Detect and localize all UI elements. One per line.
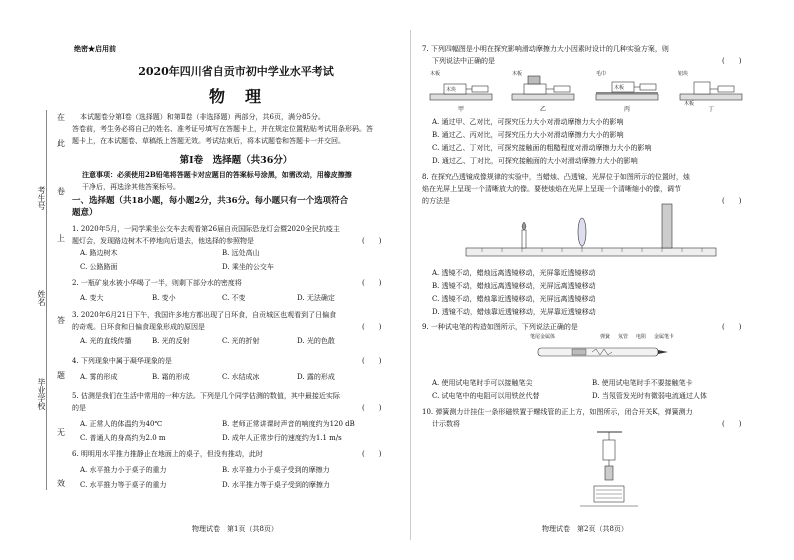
option-c: C. 不变 <box>222 294 246 302</box>
figure-label: 毛巾 <box>596 71 607 77</box>
option-d: D. 水平推力等于桌子受到的摩擦力 <box>222 481 330 489</box>
intro-line: 答卷前，考生务必将自己的姓名、准考证号填写在答题卡上，并在规定位置粘贴考试用条形码。答 <box>72 125 373 133</box>
answer-blank: ( ) <box>362 357 382 365</box>
option-b: B. 透镜不动，蜡烛远离透镜移动，光屏远离透镜移动 <box>432 282 596 290</box>
school-label: 毕业学校 <box>37 378 46 410</box>
figure-caption: 乙 <box>540 106 547 113</box>
warning-char: 效 <box>57 479 65 488</box>
page-footer: 物理试卷 第2页（共8页） <box>542 525 628 533</box>
subject-title: 物 理 <box>208 87 263 106</box>
question-2-stem: 2. 一瓶矿泉水被小华喝了一半，则剩下部分水的密度将 <box>72 279 242 287</box>
part-title: 题意） <box>72 208 98 218</box>
warning-char: 题 <box>57 371 65 380</box>
notes-line: 注意事项：必须使用2B铅笔将答题卡对应题目的答案标号涂黑，如需改动，用橡皮擦擦 <box>82 170 352 179</box>
figure-caption: 丙 <box>624 106 631 113</box>
part-title: 一、选择题（共18小题，每小题2分，共36分。每小题只有一个选项符合 <box>72 196 349 206</box>
option-b: B. 变小 <box>152 294 176 302</box>
spring-scale-figure <box>572 430 662 510</box>
warning-char: 上 <box>57 234 65 243</box>
exam-title: 2020年四川省自贡市初中学业水平考试 <box>138 65 334 78</box>
option-d: D. 当氖管发光时有微弱电流通过人体 <box>592 392 707 400</box>
binding-line <box>46 110 47 490</box>
option-d: D. 乘坐的公交车 <box>222 263 274 271</box>
answer-blank: ( ) <box>722 420 742 428</box>
figure-label: 笔尾金属体 <box>530 334 556 340</box>
option-b: B. 使用试电笔时手不要接触笔卡 <box>592 379 693 387</box>
page-divider <box>410 30 411 540</box>
answer-blank: ( ) <box>722 57 742 65</box>
exam-page-1 <box>72 0 400 560</box>
figure-label: 弹簧 <box>600 334 611 340</box>
answer-blank: ( ) <box>362 323 382 331</box>
option-d: D. 通过乙、丁对比，可探究接触面的大小对滑动摩擦力大小的影响 <box>432 157 638 165</box>
figure-label: 木板 <box>512 71 523 77</box>
answer-blank: ( ) <box>362 404 382 412</box>
option-d: D. 透镜不动，蜡烛靠近透镜移动，光屏靠近透镜移动 <box>432 308 596 316</box>
warning-char: 答 <box>57 316 65 325</box>
option-b: B. 光的反射 <box>152 337 190 345</box>
question-6-stem: 6. 明明用水平推力推静止在地面上的桌子，但没有推动，此时 <box>72 450 263 458</box>
option-a: A. 变大 <box>80 294 104 302</box>
question-1-stem: 1. 2020年5月，一同学乘坐公交车去观看第26届自贡国际恐龙灯会暨2020全民抗疫主 <box>72 225 340 233</box>
answer-blank: ( ) <box>722 323 742 331</box>
question-5-stem: 的是 <box>72 404 86 412</box>
warning-char: 卷 <box>57 187 65 196</box>
question-3-stem: 3. 2020年6月21日下午，我国许多地方都出现了日环食，自贡城区也观看到了日偏食 <box>72 311 337 319</box>
answer-blank: ( ) <box>362 279 382 287</box>
figure-label: 木块 <box>446 87 457 93</box>
answer-blank: ( ) <box>722 197 742 205</box>
binding-margin <box>0 0 68 560</box>
question-8-stem: 8. 在探究凸透镜成像规律的实验中，当蜡烛、凸透镜、光屏位于如图所示的位置时，烛 <box>422 173 690 181</box>
option-a: A. 透镜不动，蜡烛远离透镜移动，光屏靠近透镜移动 <box>432 269 596 277</box>
question-10-stem: 10. 弹簧测力计挂住一条形磁铁置于螺线管的正上方，如图所示，闭合开关K，弹簧测力 <box>422 408 693 416</box>
option-d: D. 无法确定 <box>297 294 335 302</box>
option-a: A. 正常人的体温约为40℃ <box>80 420 163 428</box>
option-a: A. 雾的形成 <box>80 373 118 381</box>
page-footer: 物理试卷 第1页（共8页） <box>192 525 278 533</box>
question-7-stem: 下列说法中正确的是 <box>432 57 495 65</box>
option-c: C. 水结成冰 <box>222 373 260 381</box>
figure-caption: 丁 <box>708 106 715 113</box>
figure-label: 电阻 <box>636 334 647 340</box>
name-label: 姓名 <box>37 290 46 306</box>
question-1-stem: 题灯会，发现路边树木不停地向后退去，他选择的参照物是 <box>72 237 254 245</box>
warning-char: 无 <box>57 428 65 437</box>
option-c: C. 透镜不动，蜡烛靠近透镜移动，光屏远离透镜移动 <box>432 295 596 303</box>
lens-bench-figure <box>462 200 722 264</box>
figure-label: 木板 <box>684 101 695 107</box>
option-c: C. 公路路面 <box>80 263 118 271</box>
intro-line: 题卡上，在本试题卷、草稿纸上答题无效。考试结束后，将本试题卷和答题卡一并交回。 <box>72 137 345 145</box>
section-title: 第Ⅰ卷 选择题（共36分） <box>179 155 293 166</box>
figure-caption: 甲 <box>458 106 465 113</box>
answer-blank: ( ) <box>362 237 382 245</box>
confidential-mark: 绝密★启用前 <box>74 44 116 53</box>
figure-label: 木板 <box>430 71 441 77</box>
question-10-stem: 计示数将 <box>432 420 460 428</box>
question-5-stem: 5. 估测是我们在生活中常用的一种方法。下列是几个同学估测的数值，其中最接近实际 <box>72 392 340 400</box>
question-8-stem: 焰在光屏上呈现一个清晰放大的像。要使烛焰在光屏上呈现一个清晰缩小的像，调节 <box>422 185 681 193</box>
option-b: B. 霜的形成 <box>152 373 190 381</box>
intro-line: 本试题卷分第Ⅰ卷（选择题）和第Ⅱ卷（非选择题）两部分，共6页，满分85分。 <box>80 113 325 121</box>
option-b: B. 老师正常讲课时声音的响度约为120 dB <box>222 420 355 428</box>
question-3-stem: 的奇观。日环食和日偏食现象形成的原因是 <box>72 323 205 331</box>
question-7-stem: 7. 下列四幅图是小明在探究影响滑动摩擦力大小因素时设计的几种实验方案，则 <box>422 45 669 53</box>
figure-label: 木板 <box>614 85 625 91</box>
notes-line: 干净后，再选涂其他答案标号。 <box>82 183 180 191</box>
option-a: A. 路边树木 <box>80 249 118 257</box>
candidate-number-label: 考生号 <box>37 186 46 210</box>
option-b: B. 通过乙、丙对比，可探究压力大小对滑动摩擦力大小的影响 <box>432 131 624 139</box>
question-9-stem: 9. 一种试电笔的构造如图所示，下列说法正确的是 <box>422 323 578 331</box>
option-b: B. 水平推力小于桌子受到的摩擦力 <box>222 466 330 474</box>
warning-char: 在 <box>57 113 65 122</box>
option-c: C. 试电笔中的电阻可以用铁丝代替 <box>432 392 540 400</box>
warning-char: 此 <box>57 139 65 148</box>
figure-label: 金属笔卡 <box>654 334 675 340</box>
option-d: D. 露的形成 <box>297 373 335 381</box>
option-b: B. 远处高山 <box>222 249 260 257</box>
test-pen-figure <box>532 340 672 362</box>
exam-page-2 <box>422 0 772 560</box>
question-8-stem: 的方法是 <box>422 197 450 205</box>
friction-experiment-figure <box>428 68 748 112</box>
figure-label: 铝块 <box>678 71 689 77</box>
option-a: A. 水平推力小于桌子的重力 <box>80 466 167 474</box>
option-a: A. 使用试电笔时手可以接触笔尖 <box>432 379 533 387</box>
question-4-stem: 4. 下列现象中属于凝华现象的是 <box>72 357 172 365</box>
option-a: A. 通过甲、乙对比，可探究压力大小对滑动摩擦力大小的影响 <box>432 118 624 126</box>
option-c: C. 通过乙、丁对比，可探究接触面的粗糙程度对滑动摩擦力大小的影响 <box>432 144 652 152</box>
option-a: A. 光的直线传播 <box>80 337 132 345</box>
option-c: C. 光的折射 <box>222 337 260 345</box>
answer-blank: ( ) <box>362 450 382 458</box>
option-c: C. 水平推力等于桌子的重力 <box>80 481 167 489</box>
option-d: D. 光的色散 <box>297 337 335 345</box>
option-d: D. 成年人正常步行的速度约为1.1 m/s <box>222 434 342 442</box>
figure-label: 氖管 <box>618 334 629 340</box>
option-c: C. 普通人的身高约为2.0 m <box>80 434 166 442</box>
